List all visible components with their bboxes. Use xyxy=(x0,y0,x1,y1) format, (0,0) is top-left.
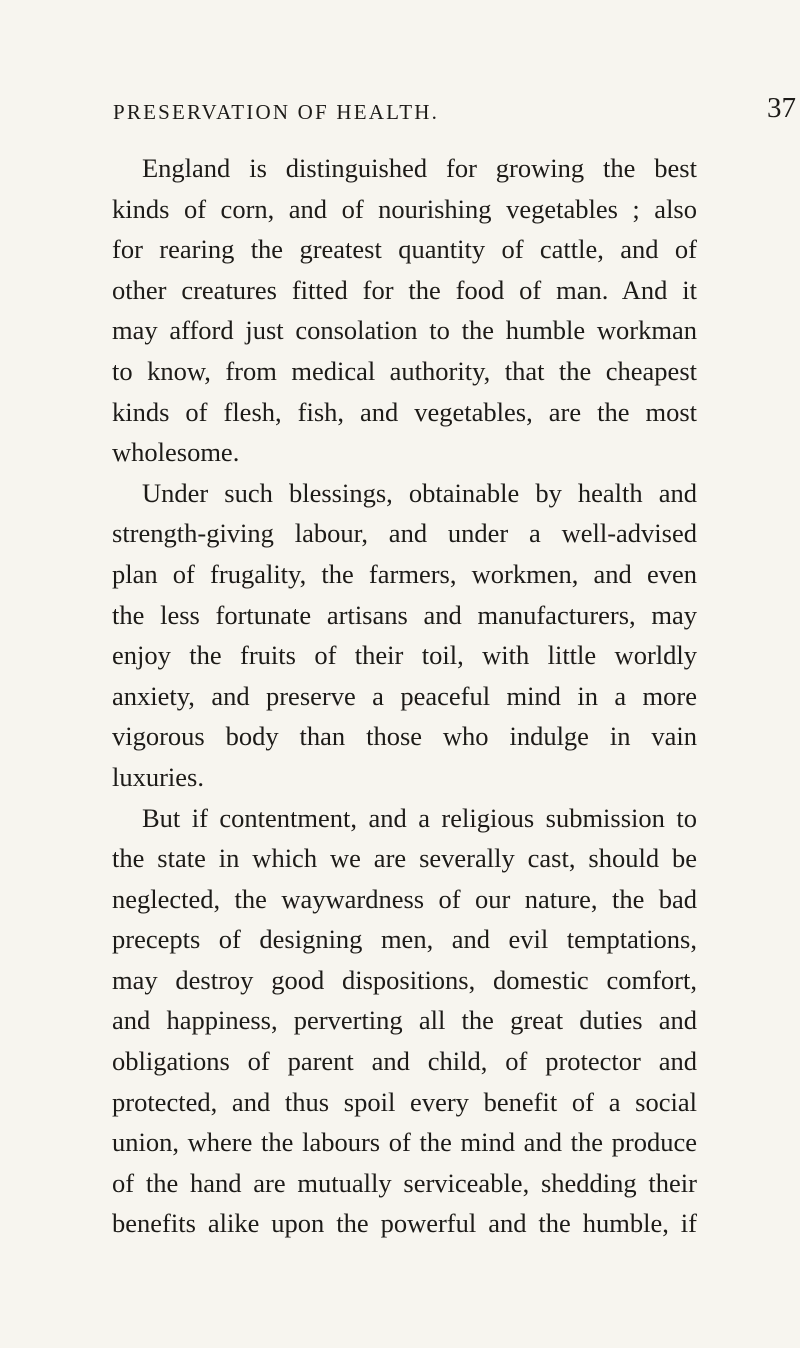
paragraph-3-line-10: of the hand are mutually serviceable, shedding their xyxy=(112,1167,697,1198)
body-text xyxy=(112,148,697,1244)
paragraph-3-line-3: neglected, the waywardness of our nature, the bad xyxy=(112,883,697,914)
paragraph-3-line-5: may destroy good dispositions, domestic comfort, xyxy=(112,964,697,995)
paragraph-3-line-6: and happiness, perverting all the great duties and xyxy=(112,1005,697,1036)
running-head: PRESERVATION OF HEALTH. xyxy=(113,100,440,124)
paragraph-2-line-8: luxuries. xyxy=(112,761,204,792)
paragraph-3-line-9: union, where the labours of the mind and the produce xyxy=(112,1127,697,1158)
paragraph-2-line-1: Under such blessings, obtainable by health and xyxy=(142,477,697,508)
paragraph-1-line-7: kinds of flesh, fish, and vegetables, are the most xyxy=(112,396,697,427)
paragraph-3-line-8: protected, and thus spoil every benefit of a social xyxy=(112,1086,697,1117)
paragraph-3-line-4: precepts of designing men, and evil temptations, xyxy=(112,924,697,955)
paragraph-1-line-3: for rearing the greatest quantity of cattle, and of xyxy=(112,234,697,265)
paragraph-2-line-5: enjoy the fruits of their toil, with little worldly xyxy=(112,640,697,671)
paragraph-2-line-6: anxiety, and preserve a peaceful mind in a more xyxy=(112,680,697,711)
paragraph-3-line-1: But if contentment, and a religious submission to xyxy=(142,802,697,833)
paragraph-1-line-4: other creatures fitted for the food of man. And it xyxy=(112,274,697,305)
paragraph-3-line-2: the state in which we are severally cast, should be xyxy=(112,843,697,874)
paragraph-3-line-7: obligations of parent and child, of protector and xyxy=(112,1046,697,1077)
paragraph-1-line-8: wholesome. xyxy=(112,437,240,468)
paragraph-3-line-11: benefits alike upon the powerful and the humble, if xyxy=(112,1208,697,1239)
page-header xyxy=(113,92,796,136)
paragraph-2-line-3: plan of frugality, the farmers, workmen, and even xyxy=(112,558,697,589)
paragraph-2-line-7: vigorous body than those who indulge in vain xyxy=(112,721,697,752)
paragraph-1-line-5: may afford just consolation to the humble workman xyxy=(112,315,697,346)
paragraph-1-line-2: kinds of corn, and of nourishing vegetables ; also xyxy=(112,193,697,224)
paragraph-2-line-4: the less fortunate artisans and manufacturers, may xyxy=(112,599,697,630)
paragraph-1-line-6: to know, from medical authority, that the cheapest xyxy=(112,355,697,386)
paragraph-2-line-2: strength-giving labour, and under a well-advised xyxy=(112,518,697,549)
paragraph-1-line-1: England is distinguished for growing the best xyxy=(142,153,697,183)
page-number: 37 xyxy=(767,92,796,124)
